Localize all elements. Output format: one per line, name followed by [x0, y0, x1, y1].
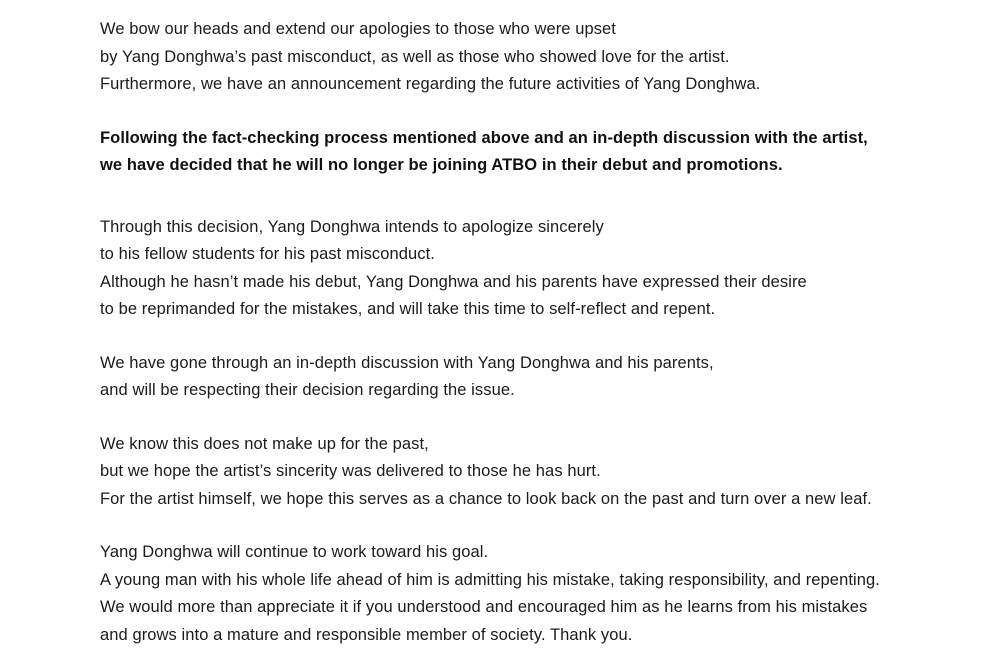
text-line: For the artist himself, we hope this serves as a chance to look back on the past and turn over a new leaf.	[100, 489, 872, 508]
paragraph-block-emphasized	[100, 125, 940, 180]
text-line: and grows into a mature and responsible member of society. Thank you.	[100, 625, 633, 644]
text-line: we have decided that he will no longer be joining ATBO in their debut and promotions.	[100, 156, 783, 174]
text-line: We have gone through an in-depth discussion with Yang Donghwa and his parents,	[100, 353, 714, 372]
text-line: Furthermore, we have an announcement regarding the future activities of Yang Donghwa.	[100, 75, 761, 93]
text-line: Through this decision, Yang Donghwa intends to apologize sincerely	[100, 217, 604, 236]
paragraph-block	[100, 16, 940, 99]
text-line: by Yang Donghwa’s past misconduct, as well as those who showed love for the artist.	[100, 47, 730, 66]
text-line: Although he hasn’t made his debut, Yang Donghwa and his parents have expressed their desire	[100, 272, 807, 291]
text-line: to his fellow students for his past misconduct.	[100, 245, 435, 263]
text-line: but we hope the artist’s sincerity was delivered to those he has hurt.	[100, 462, 601, 480]
text-line: We bow our heads and extend our apologies to those who were upset	[100, 20, 616, 38]
paragraph-block	[100, 350, 940, 405]
paragraph-block	[100, 431, 940, 514]
text-line: Yang Donghwa will continue to work toward his goal.	[100, 543, 489, 561]
paragraph-block	[100, 539, 940, 649]
text-line: to be reprimanded for the mistakes, and will take this time to self-reflect and repent.	[100, 300, 716, 318]
paragraph-block	[100, 214, 940, 324]
text-line: Following the fact-checking process mentioned above and an in-depth discussion with the artist,	[100, 128, 868, 147]
text-line: We know this does not make up for the past,	[100, 434, 429, 453]
text-line: and will be respecting their decision regarding the issue.	[100, 381, 515, 399]
block-spacer	[100, 206, 940, 214]
text-line: A young man with his whole life ahead of him is admitting his mistake, taking responsibility, and repenting.	[100, 570, 880, 589]
text-line: We would more than appreciate it if you understood and encouraged him as he learns from his mistakes	[100, 598, 868, 616]
